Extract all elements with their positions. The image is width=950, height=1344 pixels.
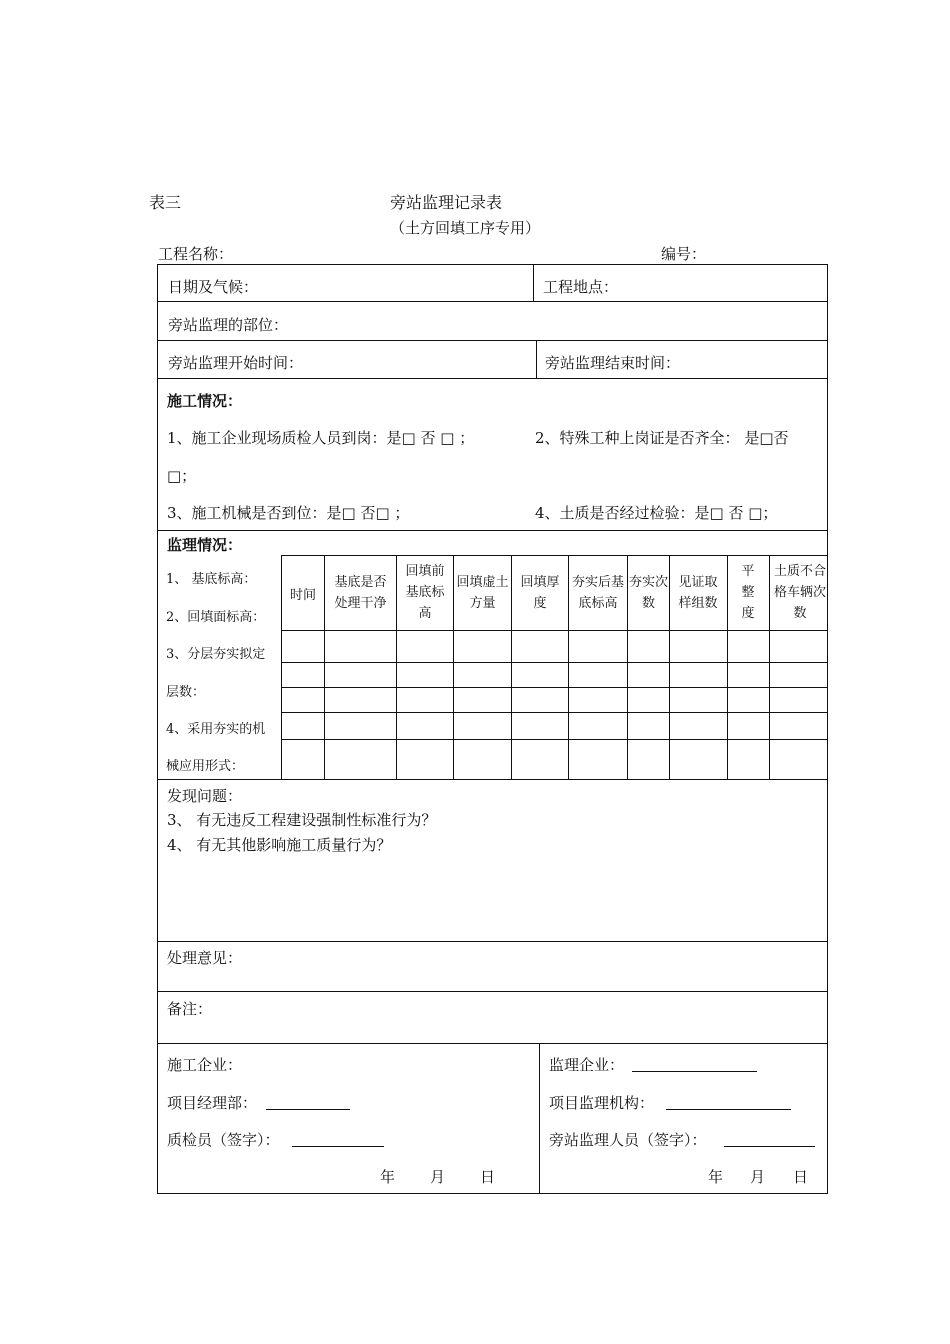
construction-company-label: 施工企业： (167, 1056, 243, 1074)
end-time-label: 旁站监理结束时间： (545, 354, 681, 372)
supervision-left-item-6: 械应用形式： (166, 759, 245, 774)
col-header-time: 时间 (289, 588, 316, 603)
col-header-sample-groups: 见证取样组数 (678, 575, 718, 611)
col-header-base-clean: 基底是否处理干净 (334, 575, 387, 611)
form-subtitle: （土方回填工序专用） (390, 219, 541, 237)
project-dept-label: 项目经理部： (167, 1094, 258, 1112)
construction-item-3: 3、施工机械是否到位：是□ 否□ ； (167, 504, 410, 522)
location-label: 工程地点： (543, 278, 619, 296)
problems-label: 发现问题： (167, 787, 243, 805)
construction-item-2-cont: □； (167, 467, 197, 485)
right-date-month: 月 (750, 1168, 766, 1186)
remark-label: 备注： (167, 1000, 213, 1018)
construction-item-4: 4、土质是否经过检验：是□ 否 □； (535, 504, 778, 522)
col-header-base-elevation-before: 回填前基底标高 (405, 564, 445, 621)
problem-question-3: 3、 有无违反工程建设强制性标准行为？ (167, 811, 437, 829)
supervision-org-signature-line[interactable] (666, 1093, 791, 1110)
supervision-left-item-2: 2、回填面标高： (166, 610, 266, 625)
inspector-signature-line[interactable] (292, 1130, 384, 1147)
serial-number-label: 编号： (661, 245, 707, 263)
form-title: 旁站监理记录表 (390, 193, 503, 212)
supervisor-signature-line[interactable] (724, 1130, 815, 1147)
col-header-unqualified-trucks: 土质不合格车辆次数 (774, 564, 827, 621)
col-header-compaction-count: 夯实次数 (628, 575, 668, 611)
opinion-label: 处理意见： (167, 949, 243, 967)
col-header-fill-thickness: 回填厚度 (520, 575, 560, 611)
left-date-year: 年 (380, 1168, 396, 1186)
col-header-flatness: 平整度 (741, 564, 755, 621)
form-number: 表三 (149, 193, 182, 212)
construction-item-1: 1、施工企业现场质检人员到岗：是□ 否 □ ； (167, 429, 475, 447)
start-time-label: 旁站监理开始时间： (168, 354, 304, 372)
construction-item-2: 2、特殊工种上岗证是否齐全： 是□否 (535, 429, 789, 447)
construction-heading: 施工情况： (167, 392, 243, 410)
supervisor-signature-label: 旁站监理人员（签字）： (549, 1131, 707, 1149)
left-date-month: 月 (430, 1168, 446, 1186)
supervision-left-item-4: 层数： (166, 685, 206, 700)
left-date-day: 日 (480, 1168, 496, 1186)
right-date-day: 日 (793, 1168, 809, 1186)
supervision-part-label: 旁站监理的部位： (168, 316, 289, 334)
supervision-company-signature-line[interactable] (632, 1055, 757, 1072)
col-header-elevation-after: 夯实后基底标高 (571, 575, 624, 611)
supervision-left-item-5: 4、采用夯实的机 (166, 722, 266, 737)
col-header-loose-volume: 回填虚土方量 (456, 575, 509, 611)
project-name-label: 工程名称： (158, 245, 234, 263)
problem-question-4: 4、 有无其他影响施工质量行为？ (167, 836, 392, 854)
inspector-signature-label: 质检员（签字）： (167, 1131, 280, 1149)
right-date-year: 年 (708, 1168, 724, 1186)
supervision-org-label: 项目监理机构： (549, 1094, 655, 1112)
supervision-left-item-1: 1、 基底标高： (166, 572, 257, 587)
supervision-left-item-3: 3、分层夯实拟定 (166, 647, 266, 662)
supervision-company-label: 监理企业： (549, 1056, 625, 1074)
project-dept-signature-line[interactable] (266, 1093, 350, 1110)
date-weather-label: 日期及气候： (168, 278, 259, 296)
supervision-heading: 监理情况： (167, 536, 243, 554)
